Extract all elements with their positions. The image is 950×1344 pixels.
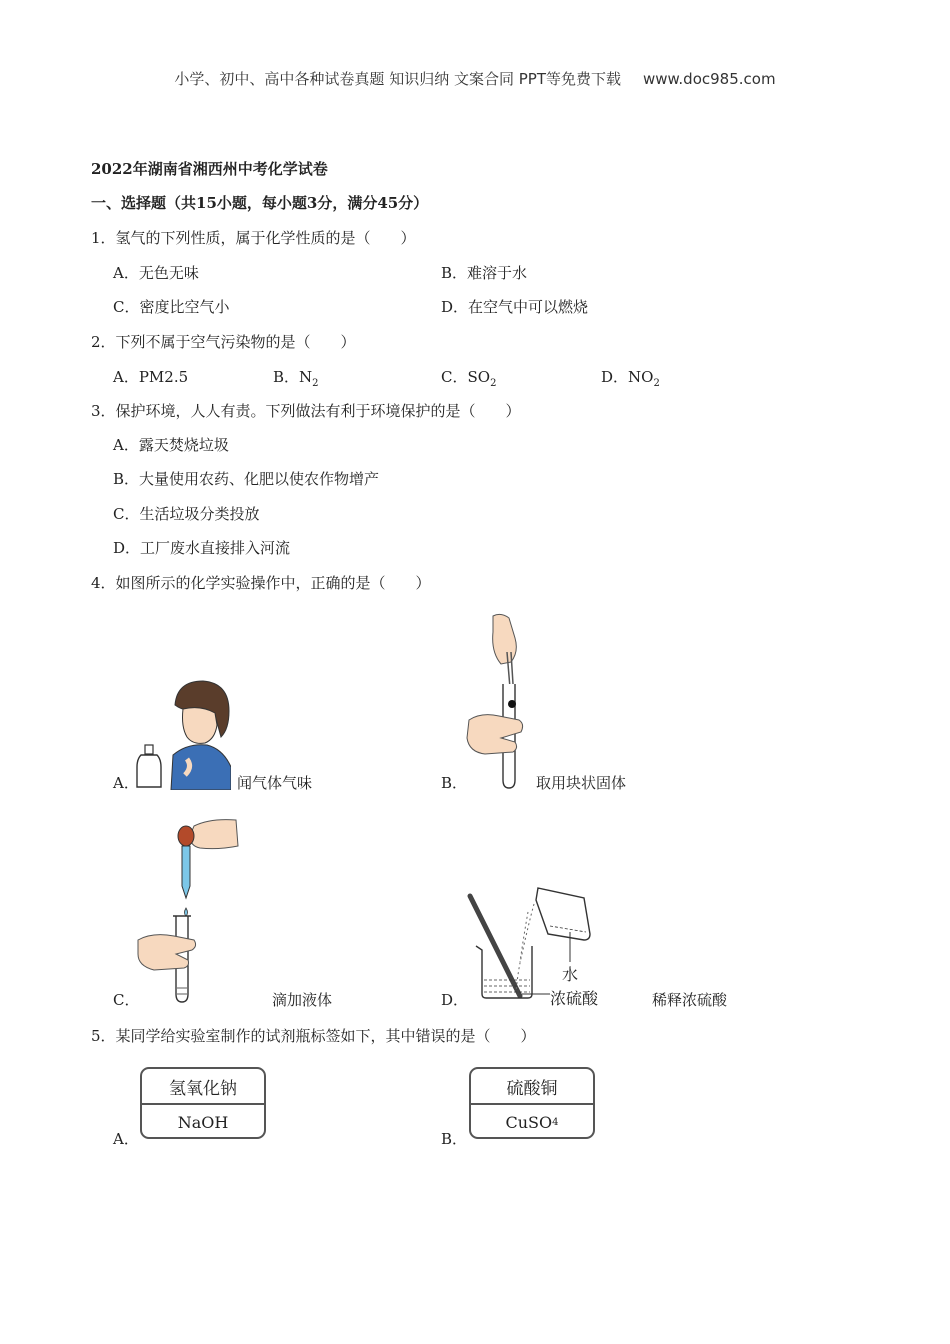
q4-stem: 4．如图所示的化学实验操作中，正确的是（ ） [91,574,431,592]
q3-option-d: D．工厂废水直接排入河流 [113,539,291,557]
reagent-formula-b-sub: 4 [552,1116,559,1128]
q2-option-a: A．PM2.5 [113,368,189,386]
q5-option-a-label: A． [113,1130,139,1148]
reagent-name-b: 硫酸铜 [471,1069,593,1105]
q1-stem: 1．氢气的下列性质，属于化学性质的是（ ） [91,229,416,247]
page-header [0,68,950,89]
q1-option-d: D．在空气中可以燃烧 [441,298,589,316]
q4-option-d-label: D． [441,991,469,1009]
reagent-formula-a: NaOH [177,1112,229,1132]
q1-option-a: A．无色无味 [113,264,199,282]
q2-b-text: B．N [273,368,313,386]
q2-d-sub: 2 [653,378,660,389]
figure-drop-liquid [136,816,240,1006]
header-site: www.doc985.com [642,70,776,88]
d-acid-label: 浓硫酸 [550,989,599,1008]
q3-stem: 3．保护环境，人人有责。下列做法有利于环境保护的是（ ） [91,402,521,420]
q4-option-b-label: B． [441,774,468,792]
q4-option-c-caption: 滴加液体 [272,991,333,1009]
q4-option-a-caption: 闻气体气味 [237,774,313,792]
exam-title: 2022年湖南省湘西州中考化学试卷 [91,160,328,178]
q2-stem: 2．下列不属于空气污染物的是（ ） [91,333,356,351]
section-heading: 一、选择题（共15小题，每小题3分，满分45分） [91,194,429,212]
d-water-label: 水 [562,965,579,984]
header-text: 小学、初中、高中各种试卷真题 知识归纳 文案合同 PPT等免费下载 [174,70,621,88]
q4-option-a-label: A． [113,774,139,792]
figure-smell-gas [135,675,231,790]
reagent-formula-b [471,1105,593,1139]
figure-take-solid [465,612,527,792]
q1-option-c: C．密度比空气小 [113,298,230,316]
reagent-name-a: 氢氧化钠 [142,1069,264,1105]
q3-option-c: C．生活垃圾分类投放 [113,505,260,523]
reagent-label-naoh [140,1067,266,1139]
q2-option-b [273,366,319,389]
q4-option-c-label: C． [113,991,140,1009]
q2-option-d [601,366,660,389]
q3-option-b: B．大量使用农药、化肥以使农作物增产 [113,470,380,488]
q1-option-b: B．难溶于水 [441,264,528,282]
q2-d-text: D．NO [601,368,654,386]
q2-c-text: C．SO [441,368,491,386]
q3-option-a: A．露天焚烧垃圾 [113,436,229,454]
q2-b-sub: 2 [312,378,319,389]
q2-option-c [441,366,496,389]
reagent-formula-b-text: CuSO [505,1112,553,1132]
q5-option-b-label: B． [441,1130,468,1148]
reagent-label-cuso4 [469,1067,595,1139]
q5-stem: 5．某同学给实验室制作的试剂瓶标签如下，其中错误的是（ ） [91,1027,536,1045]
q2-c-sub: 2 [490,378,497,389]
q4-option-b-caption: 取用块状固体 [536,774,627,792]
q4-option-d-caption: 稀释浓硫酸 [652,991,728,1009]
